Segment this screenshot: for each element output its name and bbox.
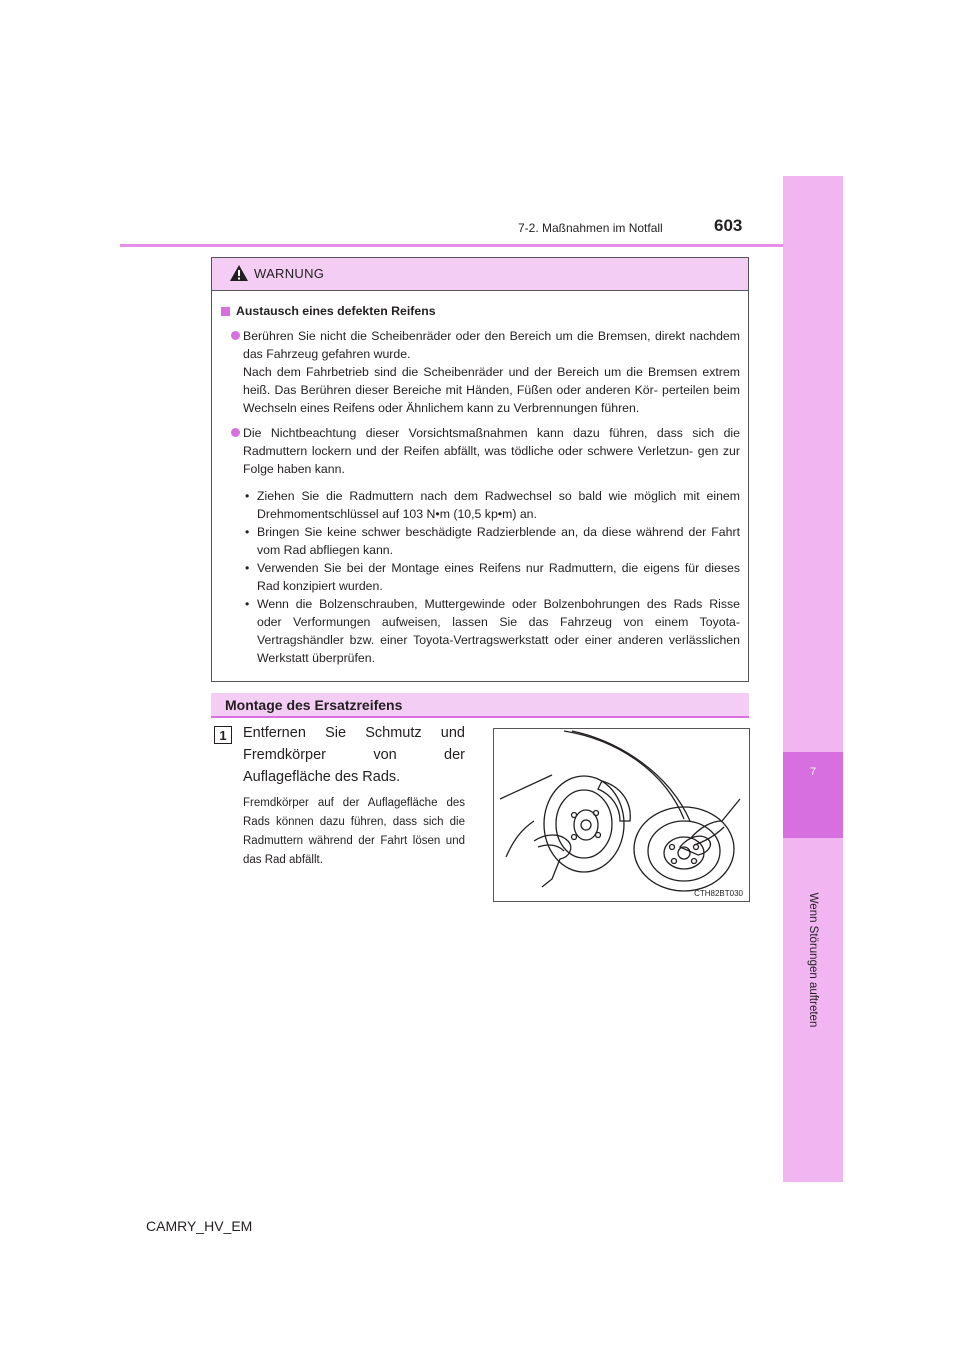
dash-item: • Verwenden Sie bei der Montage eines Reifens nur Radmuttern, die eigens für dieses Rad konzipiert wurden. [245,561,740,593]
bullet-paragraph: Berühren Sie nicht die Scheibenräder oder den Bereich um die Bremsen, direkt nachdem das Fahrzeug gefahren wurde. [243,329,740,361]
square-bullet-icon [221,307,230,316]
dash-item-text: Bringen Sie keine schwer beschädigte Radzierblende an, da diese während der Fahrt vom Rad abfliegen kann. [257,525,740,557]
header-rule [120,244,783,247]
step-number: 1 [214,726,232,744]
section-heading: Montage des Ersatzreifens [225,697,403,713]
figure-code: CTH82BT030 [694,889,743,898]
warning-bullet [221,327,740,417]
dash-item: • Bringen Sie keine schwer beschädigte Radzierblende an, da diese während der Fahrt vom Rad abfliegen kann. [245,525,740,557]
warning-dash-list [243,487,740,667]
section-heading-bar [211,693,749,718]
chapter-sidebar-tab [783,176,843,1182]
dash-item-text: Wenn die Bolzenschrauben, Muttergewinde oder Bolzenbohrungen des Rads Risse oder Verformungen aufweisen, lassen Sie das Fahrzeug von einem Toyota-Vertragshändler bzw. einer Toyota-Vertragswerkstatt oder einer anderen verlässlichen Werkstatt überprüfen. [257,597,740,665]
section-label: 7-2. Maßnahmen im Notfall [518,221,663,235]
dash-item: • Wenn die Bolzenschrauben, Muttergewinde oder Bolzenbohrungen des Rads Risse oder Verformungen aufweisen, lassen Sie das Fahrzeug von einem Toyota-Vertragshändler bzw. einer Toyota-Vertragswerkstatt oder einer anderen verlässlichen Werkstatt überprüfen. [245,597,740,665]
dash-item: • Ziehen Sie die Radmuttern nach dem Radwechsel so bald wie möglich mit einem Drehmomentschlüssel auf 103 N•m (10,5 kp•m) an. [245,489,740,521]
warning-triangle-icon [229,264,249,282]
warning-subheading-text: Austausch eines defekten Reifens [236,304,436,318]
page-number: 603 [714,216,743,235]
circle-bullet-icon [231,428,240,437]
dash-item-text: Verwenden Sie bei der Montage eines Reifens nur Radmuttern, die eigens für dieses Rad konzipiert wurden. [257,561,740,593]
model-code: CAMRY_HV_EM [146,1218,253,1234]
chapter-title: Wenn Störungen auftreten [807,892,819,1028]
wheel-cleaning-illustration [493,728,750,902]
dash-item-text: Ziehen Sie die Radmuttern nach dem Radwechsel so bald wie möglich mit einem Drehmomentschlüssel auf 103 N•m (10,5 kp•m) an. [257,489,740,521]
warning-subheading [221,302,740,320]
warning-box [211,257,749,682]
warning-bullet [221,424,740,478]
chapter-number-tab [783,752,843,838]
wheel-hub-illustration-icon [494,729,749,901]
chapter-number: 7 [809,766,817,778]
step-text: Entfernen Sie Schmutz und Fremdkörper von der Auflagefläche des Rads. [243,725,465,785]
bullet-paragraph: Nach dem Fahrbetrieb sind die Scheibenräder und der Bereich um die Bremsen extrem heiß. Das Berühren dieser Bereiche mit Händen, Füßen oder anderen Kör- perteilen beim Wechseln eines Reifens oder Ähnlichem kann zu Verbrennungen führen. [243,365,740,415]
warning-title: WARNUNG [254,266,325,281]
bullet-paragraph: Die Nichtbeachtung dieser Vorsichtsmaßnahmen kann dazu führen, dass sich die Radmuttern lockern und der Reifen abfällt, was tödliche oder schwere Verletzun- gen zur Folge haben kann. [243,426,740,476]
warning-header [212,258,748,291]
circle-bullet-icon [231,331,240,340]
step-note: Fremdkörper auf der Auflagefläche des Rads können dazu führen, dass sich die Radmuttern während der Fahrt lösen und das Rad abfällt. [243,797,465,866]
warning-body [212,291,748,667]
